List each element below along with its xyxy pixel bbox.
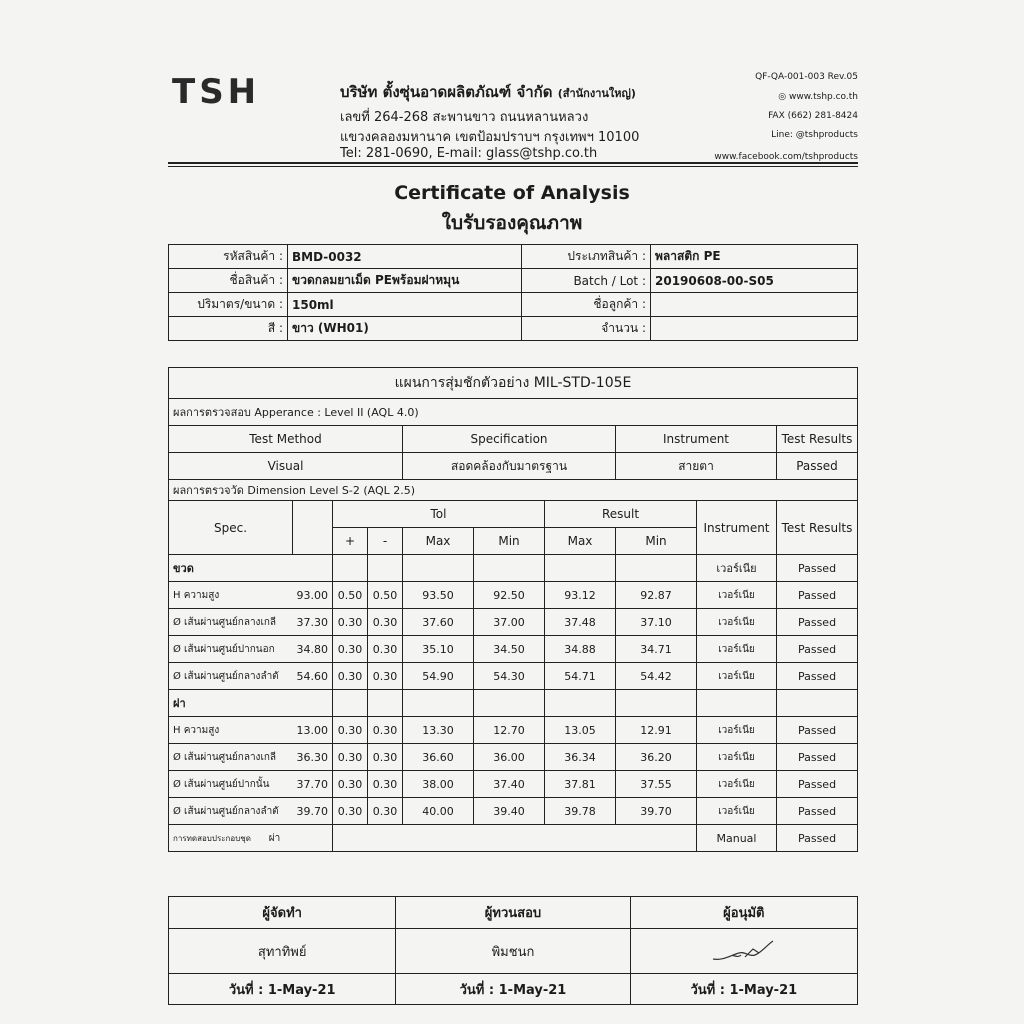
nominal: 13.00 <box>293 717 333 744</box>
assembly-instrument: Manual <box>697 825 777 852</box>
nominal: 37.30 <box>293 609 333 636</box>
dimension-row <box>169 798 858 825</box>
test-result: Passed <box>777 717 858 744</box>
nominal: 39.70 <box>293 798 333 825</box>
tol-minus: 0.30 <box>368 609 403 636</box>
tol-plus: 0.30 <box>333 609 368 636</box>
dim-header-result: Result <box>545 501 697 528</box>
test-result: Passed <box>777 609 858 636</box>
tol-max: 13.30 <box>403 717 474 744</box>
bottle-section-row <box>169 555 858 582</box>
header-rule-thin <box>168 166 858 167</box>
quantity-value <box>651 317 858 341</box>
date-label: วันที่ : <box>228 982 264 998</box>
verified-date <box>396 974 630 1005</box>
test-result: Passed <box>777 798 858 825</box>
line-id: Line: @tshproducts <box>771 130 858 140</box>
tol-plus: 0.50 <box>333 582 368 609</box>
signature-scribble <box>709 931 779 967</box>
result-max: 54.71 <box>545 663 616 690</box>
tol-plus: 0.30 <box>333 798 368 825</box>
approved-date <box>630 974 857 1005</box>
tol-max: 93.50 <box>403 582 474 609</box>
nominal: 37.70 <box>293 771 333 798</box>
name-value: ขวดกลมยาเม็ด PEพร้อมฝาหมุน <box>288 269 522 293</box>
date-value: 1-May-21 <box>729 982 798 998</box>
result-min: 54.42 <box>616 663 697 690</box>
dimension-row <box>169 717 858 744</box>
volume-value: 150ml <box>288 293 522 317</box>
spec-name: Ø เส้นผ่านศูนย์กลางลำตั <box>169 798 293 825</box>
prepared-by-name: สุทาทิพย์ <box>169 929 396 974</box>
dim-header-minus: - <box>368 528 403 555</box>
prepared-by-header: ผู้จัดทำ <box>169 897 396 929</box>
dim-header-instrument: Instrument <box>697 501 777 555</box>
dim-header-plus: + <box>333 528 368 555</box>
appearance-instrument: สายตา <box>616 453 777 480</box>
appearance-header-method: Test Method <box>169 426 403 453</box>
assembly-label <box>169 825 333 852</box>
dimension-row <box>169 744 858 771</box>
tol-max: 38.00 <box>403 771 474 798</box>
title-th: ใบรับรองคุณภาพ <box>441 212 583 234</box>
tol-min: 34.50 <box>474 636 545 663</box>
appearance-header-instrument: Instrument <box>616 426 777 453</box>
dim-header-tol-min: Min <box>474 528 545 555</box>
approved-by-header: ผู้อนุมัติ <box>630 897 857 929</box>
volume-label: ปริมาตร/ขนาด : <box>169 293 288 317</box>
result-min: 34.71 <box>616 636 697 663</box>
code-value: BMD-0032 <box>288 245 522 269</box>
color-label: สี : <box>169 317 288 341</box>
nominal: 36.30 <box>293 744 333 771</box>
test-result: Passed <box>777 663 858 690</box>
dim-header-result-min: Min <box>616 528 697 555</box>
name-label: ชื่อสินค้า : <box>169 269 288 293</box>
batch-label: Batch / Lot : <box>522 269 651 293</box>
signature-table <box>168 896 858 1005</box>
tol-max: 36.60 <box>403 744 474 771</box>
assembly-result: Passed <box>777 825 858 852</box>
result-max: 37.81 <box>545 771 616 798</box>
product-info-table <box>168 244 858 341</box>
facebook: www.facebook.com/tshproducts <box>714 152 858 162</box>
tol-minus: 0.30 <box>368 744 403 771</box>
bottle-instrument: เวอร์เนีย <box>697 555 777 582</box>
tol-minus: 0.50 <box>368 582 403 609</box>
tol-min: 36.00 <box>474 744 545 771</box>
dimension-row <box>169 609 858 636</box>
verified-by-name: พิมชนก <box>396 929 630 974</box>
tol-plus: 0.30 <box>333 771 368 798</box>
color-value: ขาว (WH01) <box>288 317 522 341</box>
tol-minus: 0.30 <box>368 771 403 798</box>
dimension-row <box>169 582 858 609</box>
result-max: 36.34 <box>545 744 616 771</box>
header-rule <box>168 162 858 164</box>
result-min: 37.55 <box>616 771 697 798</box>
tol-min: 37.40 <box>474 771 545 798</box>
title-en: Certificate of Analysis <box>394 182 630 204</box>
test-result: Passed <box>777 636 858 663</box>
instrument: เวอร์เนีย <box>697 636 777 663</box>
bottle-result: Passed <box>777 555 858 582</box>
dimension-row <box>169 663 858 690</box>
instrument: เวอร์เนีย <box>697 771 777 798</box>
assembly-label-text: การทดสอบประกอบชุด <box>173 833 251 843</box>
test-result: Passed <box>777 744 858 771</box>
tol-max: 54.90 <box>403 663 474 690</box>
spec-name: H ความสูง <box>169 717 293 744</box>
result-min: 36.20 <box>616 744 697 771</box>
result-min: 37.10 <box>616 609 697 636</box>
bottle-label: ขวด <box>169 555 293 582</box>
instrument: เวอร์เนีย <box>697 663 777 690</box>
tol-max: 37.60 <box>403 609 474 636</box>
test-result: Passed <box>777 771 858 798</box>
dim-header-tol-max: Max <box>403 528 474 555</box>
tol-max: 35.10 <box>403 636 474 663</box>
bottle-rows <box>169 582 858 690</box>
type-value: พลาสติก PE <box>651 245 858 269</box>
dim-header-nominal <box>293 501 333 555</box>
dim-header-spec: Spec. <box>169 501 293 555</box>
appearance-header-spec: Specification <box>403 426 616 453</box>
inspection-table <box>168 367 858 852</box>
customer-label: ชื่อลูกค้า : <box>522 293 651 317</box>
result-min: 92.87 <box>616 582 697 609</box>
dimension-row <box>169 636 858 663</box>
tol-plus: 0.30 <box>333 663 368 690</box>
result-max: 34.88 <box>545 636 616 663</box>
tol-min: 92.50 <box>474 582 545 609</box>
result-max: 93.12 <box>545 582 616 609</box>
tol-minus: 0.30 <box>368 636 403 663</box>
tol-plus: 0.30 <box>333 744 368 771</box>
nominal: 34.80 <box>293 636 333 663</box>
company-name <box>340 80 636 104</box>
date-value: 1-May-21 <box>498 982 567 998</box>
tol-minus: 0.30 <box>368 663 403 690</box>
dimension-row <box>169 771 858 798</box>
address-line-2: แขวงคลองมหานาค เขตป้อมปราบฯ กรุงเทพฯ 10100 <box>340 130 640 145</box>
fax: FAX (662) 281-8424 <box>768 111 858 121</box>
tol-min: 39.40 <box>474 798 545 825</box>
nominal: 54.60 <box>293 663 333 690</box>
test-result: Passed <box>777 582 858 609</box>
date-label: วันที่ : <box>690 982 725 998</box>
customer-value <box>651 293 858 317</box>
quantity-label: จำนวน : <box>522 317 651 341</box>
cap-section-row <box>169 690 858 717</box>
result-max: 37.48 <box>545 609 616 636</box>
instrument: เวอร์เนีย <box>697 717 777 744</box>
dim-header-test-results: Test Results <box>777 501 858 555</box>
tol-min: 37.00 <box>474 609 545 636</box>
appearance-header-result: Test Results <box>777 426 858 453</box>
appearance-result: Passed <box>777 453 858 480</box>
website <box>778 92 858 102</box>
result-min: 12.91 <box>616 717 697 744</box>
batch-value: 20190608-00-S05 <box>651 269 858 293</box>
instrument: เวอร์เนีย <box>697 582 777 609</box>
company-name-text: บริษัท ตั้งซุ่นอาดผลิตภัณฑ์ จำกัด <box>340 83 553 101</box>
tol-minus: 0.30 <box>368 798 403 825</box>
prepared-date <box>169 974 396 1005</box>
assembly-row <box>169 825 858 852</box>
spec-name: Ø เส้นผ่านศูนย์กลางลำตั <box>169 663 293 690</box>
spec-name: Ø เส้นผ่านศูนย์ปากนอก <box>169 636 293 663</box>
dim-header-tol: Tol <box>333 501 545 528</box>
spec-name: Ø เส้นผ่านศูนย์กลางเกลี <box>169 744 293 771</box>
website-text: www.tshp.co.th <box>788 92 858 102</box>
cap-label: ฝา <box>169 690 293 717</box>
type-label: ประเภทสินค้า : <box>522 245 651 269</box>
spec-name: Ø เส้นผ่านศูนย์ปากนั้น <box>169 771 293 798</box>
date-label: วันที่ : <box>459 982 495 998</box>
instrument: เวอร์เนีย <box>697 798 777 825</box>
spec-name: Ø เส้นผ่านศูนย์กลางเกลี <box>169 609 293 636</box>
appearance-spec: สอดคล้องกับมาตรฐาน <box>403 453 616 480</box>
cap-rows <box>169 717 858 825</box>
globe-icon: ◎ <box>778 92 789 102</box>
tol-plus: 0.30 <box>333 717 368 744</box>
approved-signature <box>630 929 857 974</box>
result-max: 13.05 <box>545 717 616 744</box>
contact-line: Tel: 281-0690, E-mail: glass@tshp.co.th <box>340 146 598 161</box>
doc-code: QF-QA-001-003 Rev.05 <box>755 72 858 82</box>
appearance-label: ผลการตรวจสอบ Apperance : Level II (AQL 4.0) <box>169 399 858 426</box>
tol-min: 12.70 <box>474 717 545 744</box>
sampling-plan-title: แผนการสุ่มชักตัวอย่าง MIL-STD-105E <box>169 368 858 399</box>
assembly-value: ผ่า <box>268 832 281 844</box>
nominal: 93.00 <box>293 582 333 609</box>
appearance-method: Visual <box>169 453 403 480</box>
address-line-1: เลขที่ 264-268 สะพานขาว ถนนหลานหลวง <box>340 110 589 125</box>
result-min: 39.70 <box>616 798 697 825</box>
tol-minus: 0.30 <box>368 717 403 744</box>
result-max: 39.78 <box>545 798 616 825</box>
company-branch: (สำนักงานใหญ่) <box>557 87 636 100</box>
dim-header-result-max: Max <box>545 528 616 555</box>
dimension-label: ผลการตรวจวัด Dimension Level S-2 (AQL 2.5) <box>169 480 858 501</box>
spec-name: H ความสูง <box>169 582 293 609</box>
code-label: รหัสสินค้า : <box>169 245 288 269</box>
company-logo: TSH <box>172 72 261 112</box>
instrument: เวอร์เนีย <box>697 744 777 771</box>
date-value: 1-May-21 <box>267 982 336 998</box>
tol-plus: 0.30 <box>333 636 368 663</box>
instrument: เวอร์เนีย <box>697 609 777 636</box>
tol-min: 54.30 <box>474 663 545 690</box>
tol-max: 40.00 <box>403 798 474 825</box>
verified-by-header: ผู้ทวนสอบ <box>396 897 630 929</box>
